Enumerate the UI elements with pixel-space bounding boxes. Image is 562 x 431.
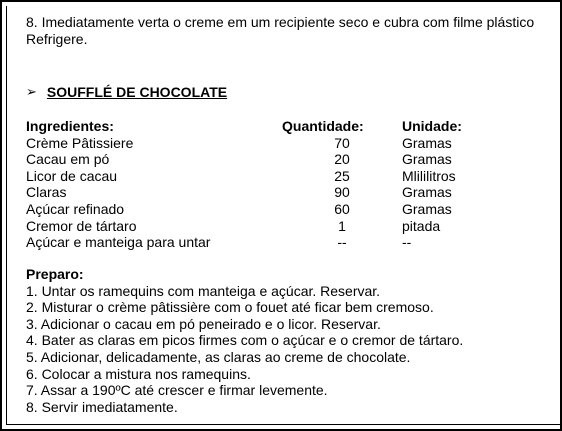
ingredient-qty: 60: [334, 200, 350, 217]
header-unidade: Unidade:: [402, 118, 462, 134]
ingredient-unit: pitada: [402, 217, 441, 234]
ingredient-name: Cacau em pó: [26, 151, 110, 168]
list-item: 7. Assar a 190ºC até crescer e firmar levemente.: [26, 382, 328, 399]
list-item: 5. Adicionar, delicadamente, as claras ao creme de chocolate.: [26, 348, 411, 365]
ingredient-qty: 1: [338, 217, 346, 234]
ingredient-name: Crème Pâtissiere: [26, 134, 134, 151]
list-item: 4. Bater as claras em picos firmes com o açúcar e o cremor de tártaro.: [26, 332, 464, 349]
ingredient-qty: 20: [334, 151, 350, 168]
ingredient-unit: Gramas: [402, 151, 452, 168]
ingredient-unit: Mlililitros: [402, 167, 456, 184]
table-row: [26, 184, 522, 201]
preparo-section: [26, 266, 463, 415]
ingredient-unit: --: [402, 234, 412, 251]
previous-step-text: [26, 14, 562, 47]
recipe-heading: [26, 84, 227, 100]
list-item: 6. Colocar a mistura nos ramequins.: [26, 365, 251, 382]
ingredient-qty: 25: [334, 167, 350, 184]
preparo-steps: [26, 283, 463, 416]
list-item: 2. Misturar o crème pâtissière com o fouet até ficar bem cremoso.: [26, 299, 434, 316]
table-row: [26, 135, 522, 152]
table-row: [26, 151, 522, 168]
header-quantidade: Quantidade:: [282, 118, 364, 134]
ingredient-unit: Gramas: [402, 184, 452, 201]
table-row: [26, 218, 522, 235]
table-row: [26, 201, 522, 218]
table-row: [26, 234, 522, 251]
ingredient-qty: --: [337, 234, 347, 251]
list-item: 8. Servir imediatamente.: [26, 398, 178, 415]
table-header-row: [26, 118, 522, 135]
arrow-bullet-icon: ➢: [26, 84, 37, 99]
list-item: 3. Adicionar o cacau em pó peneirado e o licor. Reservar.: [26, 315, 381, 332]
previous-step-line-1: 8. Imediatamente verta o creme em um recipiente seco e cubra com filme plástico: [26, 14, 535, 30]
header-ingredientes: Ingredientes:: [26, 118, 114, 134]
ingredient-name: Licor de cacau: [26, 167, 118, 184]
table-row: [26, 168, 522, 185]
list-item: 1. Untar os ramequins com manteiga e açúcar. Reservar.: [26, 282, 381, 299]
ingredient-name: Cremor de tártaro: [26, 217, 137, 234]
ingredients-table: [26, 118, 522, 251]
ingredient-unit: Gramas: [402, 200, 452, 217]
preparo-title: Preparo:: [26, 266, 84, 282]
ingredient-qty: 90: [334, 184, 350, 201]
previous-step-line-2: Refrigere.: [26, 30, 88, 47]
ingredient-name: Açúcar refinado: [26, 200, 125, 217]
ingredient-name: Açúcar e manteiga para untar: [26, 234, 211, 251]
recipe-title: SOUFFLÉ DE CHOCOLATE: [46, 84, 228, 100]
ingredient-unit: Gramas: [402, 134, 452, 151]
ingredient-qty: 70: [334, 134, 350, 151]
ingredient-name: Claras: [26, 184, 67, 201]
